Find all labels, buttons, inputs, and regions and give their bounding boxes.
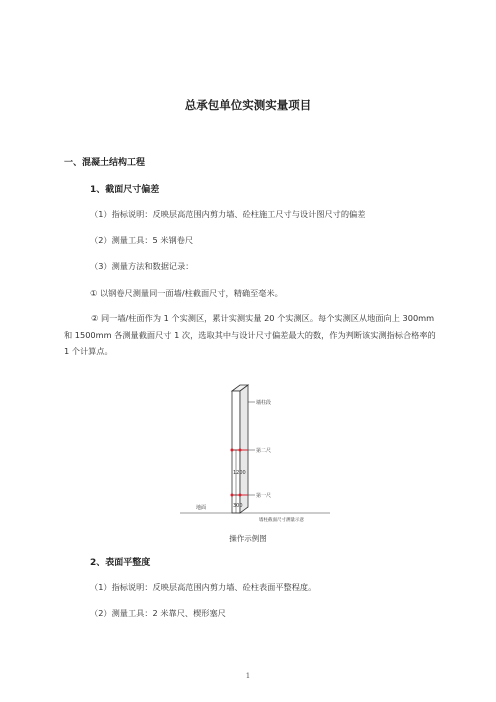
subsection-heading-1: 1、截面尺寸偏差 xyxy=(90,185,160,195)
page-title: 总承包单位实测实量项目 xyxy=(184,98,312,112)
dimension-300: 300 xyxy=(233,503,243,509)
dimension-1200: 1200 xyxy=(233,470,246,476)
measuring-tool: （2）测量工具：5 米钢卷尺 xyxy=(90,235,194,245)
indicator-description: （1）指标说明：反映层高范围内剪力墙、砼柱施工尺寸与设计图尺寸的偏差 xyxy=(90,209,366,219)
method-heading: （3）测量方法和数据记录： xyxy=(90,261,194,271)
label-diagram-note: 墙柱截面尺寸测量示意 xyxy=(259,518,304,523)
label-first-measure: 第一尺 xyxy=(256,493,272,499)
figure-caption: 操作示例图 xyxy=(229,534,267,543)
method-step-2: ② 同一墙/柱面作为 1 个实测区，累计实测实量 20 个实测区。每个实测区从地面向上 300mm 和 1500mm 各测量截面尺寸 1 次，选取其中与设计尺寸偏差最大的数，作为判断该实测指标合格率的 1 个计算点。 xyxy=(64,313,436,356)
flatness-description: （1）指标说明：反映层高范围内剪力墙、砼柱表面平整程度。 xyxy=(90,582,317,592)
label-second-measure: 第二尺 xyxy=(256,448,272,454)
label-floor: 地面 xyxy=(196,505,207,511)
flatness-tool: （2）测量工具：2 米靠尺、楔形塞尺 xyxy=(90,608,226,618)
measurement-diagram xyxy=(160,383,350,523)
method-step-1: ① 以钢卷尺测量同一面墙/柱截面尺寸，精确至毫米。 xyxy=(90,288,283,298)
subsection-heading-2: 2、表面平整度 xyxy=(90,558,151,568)
label-column-segment: 墙柱段 xyxy=(256,400,272,406)
page-number: 1 xyxy=(245,672,251,680)
section-heading: 一、混凝土结构工程 xyxy=(64,158,146,168)
